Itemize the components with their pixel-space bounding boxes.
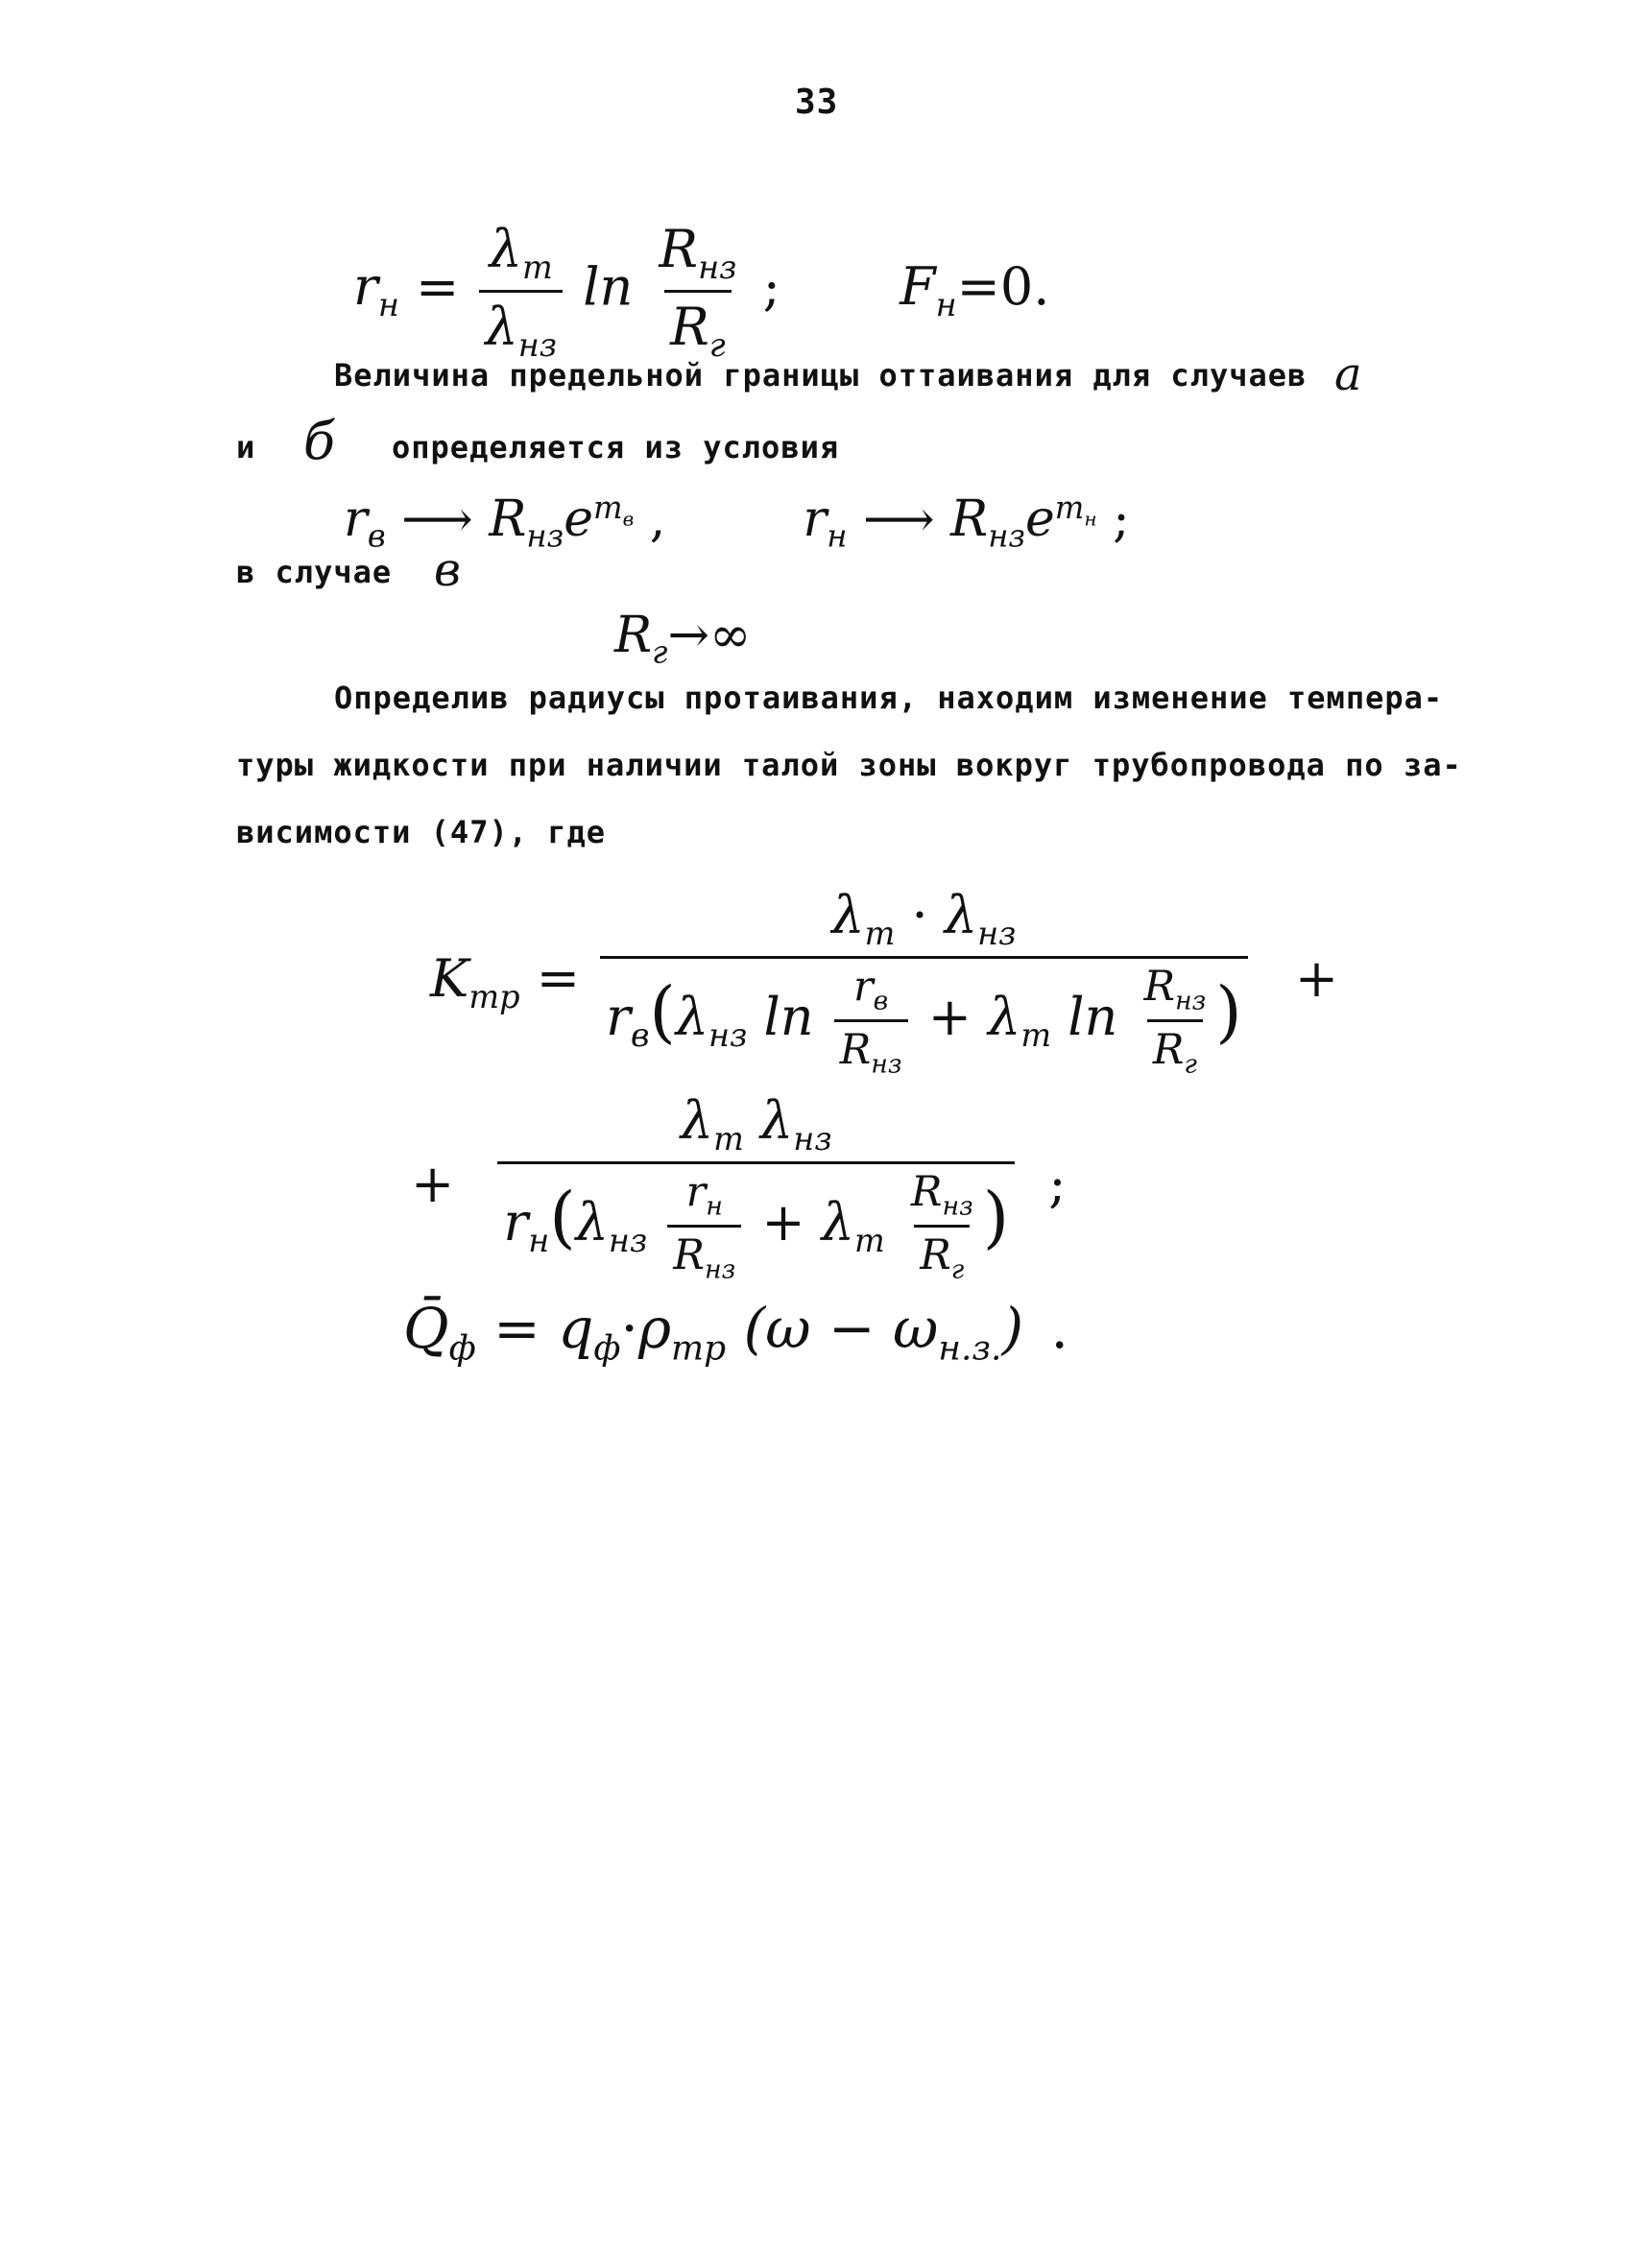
- formula-ktr-line-2: + $\lambda_т$ $\lambda_{нз}$ $r_н(\lambda_{нз}$ $\frac{r_н}{R_{нз}}$ + $\lambda_т$ $\frac{R_{нз}}{R_г}$ ) ;: [411, 1090, 1067, 1286]
- ktr-lhs: $K_{тр}$: [430, 947, 520, 1015]
- formula-qf: $Q̄_ф = q_ф\cdot\rho_{тр}$ $(\omega - \omega_{н.з.})$ .: [403, 1296, 1068, 1369]
- formula-limits: $r_в$ ⟶ $R_{нз}e^{m_в}$ , $r_н$ ⟶ $R_{нз}e^{m_н}$ ;: [344, 489, 1130, 555]
- ktr-term-2: $\lambda_т$ $\lambda_{нз}$ $r_н(\lambda_{нз}$ $\frac{r_н}{R_{нз}}$ + $\lambda_т$ $\frac{R_{нз}}{R_г}$ ): [497, 1090, 1015, 1285]
- formula-rn: $r_н$ = $\frac{\lambda_т}{\lambda_{нз}}$ ln $\frac{R_{нз}}{R_г}$ ; $F_н=0$.: [353, 219, 1050, 364]
- limit-rv-rhs: $R_{нз}e^{m_в}$: [489, 489, 635, 555]
- case-b-label: б: [303, 411, 335, 471]
- paragraph-1-line-2: определяется из условия: [392, 429, 840, 466]
- paragraph-2-line-3: висимости (47), где: [236, 814, 607, 850]
- paragraph-1-and: и: [236, 429, 256, 466]
- page-number: 33: [795, 83, 839, 122]
- qf-lhs: $Q̄_ф$: [403, 1296, 476, 1369]
- case-v-prefix: в случае: [236, 554, 393, 590]
- case-v-label: в: [434, 543, 461, 597]
- rn-ratio-fraction: $\frac{R_{нз}}{R_г}$: [659, 219, 737, 364]
- paragraph-2-line-2: туры жидкости при наличии талой зоны вокруг трубопровода по за-: [236, 747, 1462, 783]
- case-a-label: а: [1334, 347, 1362, 401]
- paragraph-2-line-1: Определив радиусы протаивания, находим изменение темпера-: [334, 680, 1444, 716]
- qf-paren: $(\omega - \omega_{н.з.})$: [743, 1296, 1024, 1369]
- limit-rv: $r_в$: [344, 490, 386, 555]
- limit-rn-rhs: $R_{нз}e^{m_н}$: [950, 489, 1097, 555]
- ktr-term-1: $\lambda_т \cdot \lambda_{нз}$ $r_в(\lambda_{нз}$ ln $\frac{r_в}{R_{нз}}$ + $\lambda_т$ ln $\frac{R_{нз}}{R_г}$ ): [600, 885, 1248, 1080]
- formula-rg-limit: $R_г\to\infty$: [614, 607, 752, 671]
- formula-ktr-line-1: $K_{тр}$ = $\lambda_т \cdot \lambda_{нз}$ $r_в(\lambda_{нз}$ ln $\frac{r_в}{R_{нз}}$ + $\lambda_т$ ln $\frac{R_{нз}}{R_г}$ ) +: [430, 885, 1339, 1081]
- limit-rn: $r_н$: [803, 490, 848, 555]
- rn-lhs: $r_н$: [353, 256, 399, 324]
- paragraph-1-line-1: Величина предельной границы оттаивания для случаев: [334, 357, 1308, 394]
- rn-coef-fraction: $\frac{\lambda_т}{\lambda_{нз}}$: [479, 219, 563, 364]
- fn-expression: $F_н=0$.: [900, 256, 1050, 324]
- rn-ln: ln: [583, 256, 634, 318]
